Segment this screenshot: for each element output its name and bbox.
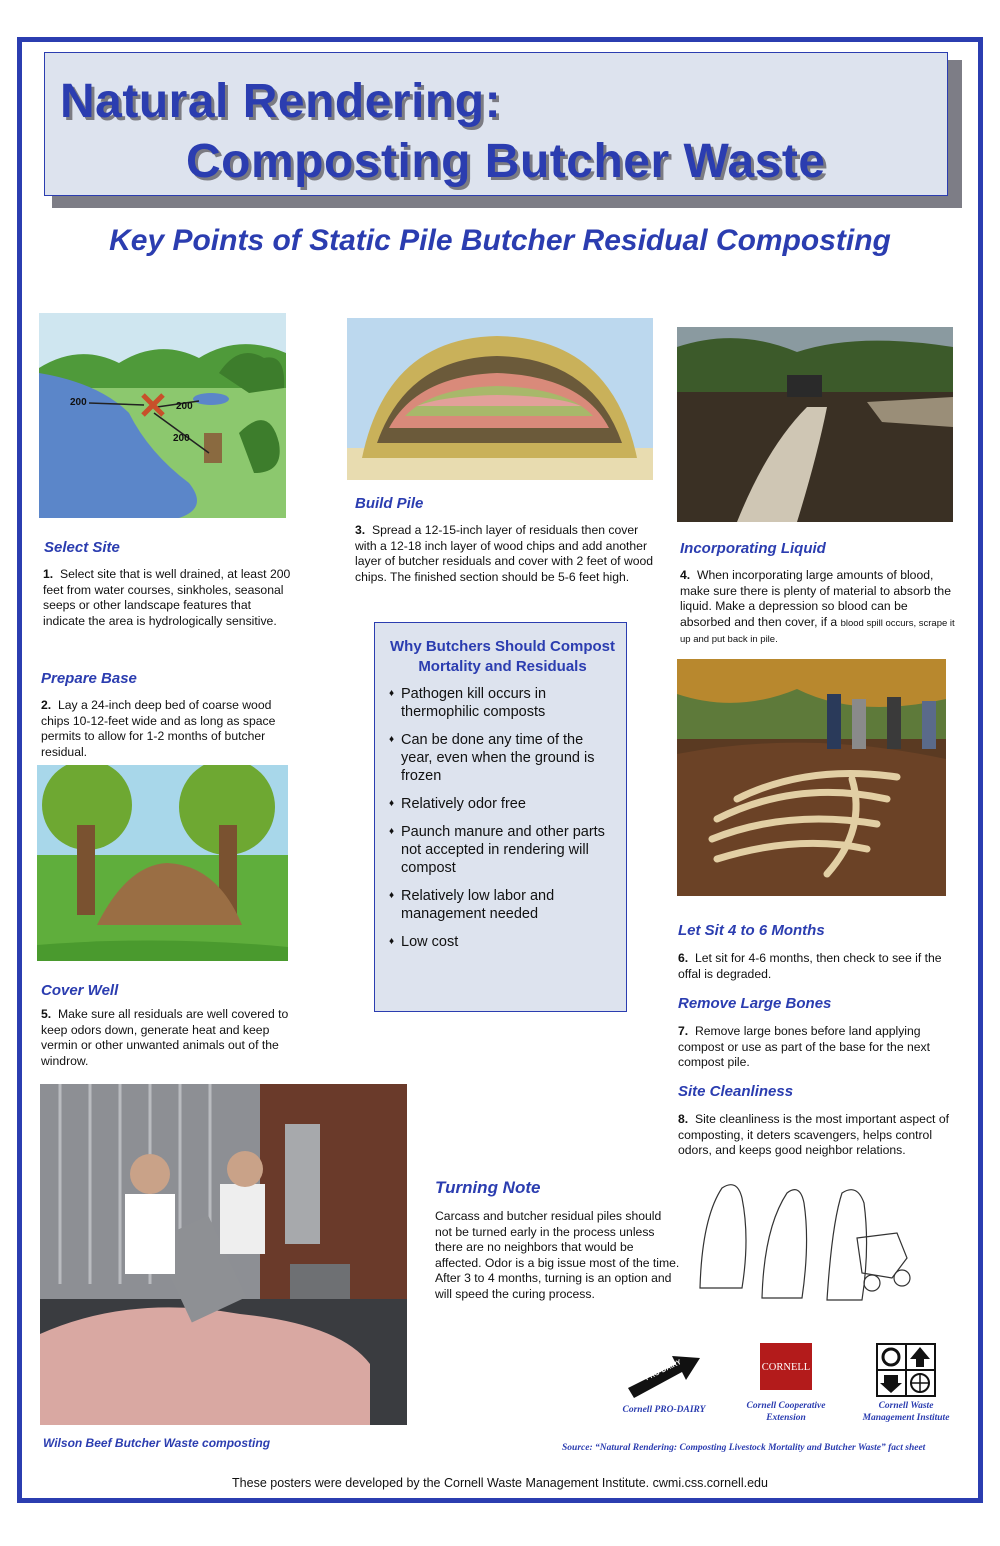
step-text: Select site that is well drained, at least 200 feet from water courses, sinkholes, seasonal seeps or other landscape features that indicate the area is hydrologically sensitive. xyxy=(43,567,291,628)
bullet-icon: ♦ xyxy=(389,890,395,901)
heading-select-site: Select Site xyxy=(44,539,120,556)
butcher-waste-photo xyxy=(40,1084,407,1425)
prodairy-arrow-logo xyxy=(626,1352,702,1400)
step-text: Lay a 24-inch deep bed of coarse wood chips 10-12-feet wide and as long as space permits to allow for 1-2 months of butcher residual. xyxy=(41,698,276,759)
bullet-icon: ♦ xyxy=(389,936,395,947)
step-number: 7. xyxy=(678,1024,689,1038)
text-let-sit xyxy=(678,951,958,982)
cwmi-caption-line1: Cornell Waste xyxy=(878,1401,934,1411)
heading-turning-note: Turning Note xyxy=(435,1178,541,1197)
step-text: Remove large bones before land applying compost or use as part of the base for the next compost pile. xyxy=(678,1024,931,1069)
turning-windrow-sketch xyxy=(692,1178,919,1306)
text-select-site xyxy=(43,567,293,629)
cornell-caption-line1: Cornell Cooperative xyxy=(746,1401,826,1411)
heading-prepare-base: Prepare Base xyxy=(41,670,137,687)
cover-well-illustration xyxy=(37,765,288,961)
large-bones-photo xyxy=(677,659,946,896)
step-text: Site cleanliness is the most important aspect of composting, it deters scavengers, helps control odors, and keeps good neighbor relations. xyxy=(678,1112,949,1157)
text-prepare-base xyxy=(41,698,291,760)
bullet-icon: ♦ xyxy=(389,798,395,809)
step-text: Let sit for 4-6 months, then check to see if the offal is degraded. xyxy=(678,951,942,981)
title-line-2: Composting Butcher Waste xyxy=(186,135,826,188)
heading-build-pile: Build Pile xyxy=(355,495,424,512)
heading-site-cleanliness: Site Cleanliness xyxy=(678,1083,794,1100)
text-site-cleanliness xyxy=(678,1112,958,1159)
heading-remove-bones: Remove Large Bones xyxy=(678,995,832,1012)
why-item: ♦ Paunch manure and other parts not accepted in rendering will compost xyxy=(389,824,605,876)
subtitle: Key Points of Static Pile Butcher Residual Composting xyxy=(109,224,891,257)
step-text: Spread a 12-15-inch layer of residuals then cover with a 12-18 inch layer of wood chips and add another layer of butcher residuals and cover with 2 feet of wood chips. The finished section should be 5-6 feet high. xyxy=(355,523,654,584)
why-list xyxy=(389,685,616,951)
pile-cross-section-illustration xyxy=(347,318,653,480)
why-item: ♦ Can be done any time of the year, even when the ground is frozen xyxy=(389,732,595,784)
step-number: 4. xyxy=(680,568,691,582)
step-number: 6. xyxy=(678,951,689,965)
why-title: Why Butchers Should Compost Mortality and Residuals xyxy=(390,638,615,675)
step-number: 3. xyxy=(355,523,366,537)
step-number: 2. xyxy=(41,698,52,712)
text-incorporating-liquid xyxy=(680,568,955,648)
why-item: ♦ Relatively low labor and management needed xyxy=(389,888,555,922)
cwmi-caption-line2: Management Institute xyxy=(862,1413,950,1423)
prodairy-mark: PRO-DAIRY xyxy=(644,1358,683,1383)
step-text: When incorporating large amounts of blood, make sure there is plenty of material to absorb the liquid. Make a depression so blood can be absorbed and then cover, if a xyxy=(680,568,951,629)
why-item: ♦ Pathogen kill occurs in thermophilic composts xyxy=(389,686,547,720)
heading-let-sit: Let Sit 4 to 6 Months xyxy=(678,922,825,939)
text-cover-well xyxy=(41,1007,301,1069)
map-label-3: 200 xyxy=(173,433,190,444)
text-remove-bones xyxy=(678,1024,958,1071)
step-number: 1. xyxy=(43,567,54,581)
incorporating-liquid-photo xyxy=(677,327,953,522)
bullet-icon: ♦ xyxy=(389,734,395,745)
why-item: ♦ Relatively odor free xyxy=(389,796,526,812)
why-butchers-box xyxy=(374,622,627,1012)
why-item: ♦ Low cost xyxy=(389,934,459,950)
text-turning-note: Carcass and butcher residual piles should not be turned early in the process unless there are no neighbors that would be affected. Odor is a big issue most of the time. After 3 to 4 months, turning is an option and will speed the curing process. xyxy=(435,1209,680,1301)
map-label-2: 200 xyxy=(176,401,193,412)
title-line-1: Natural Rendering: xyxy=(60,75,502,128)
bullet-icon: ♦ xyxy=(389,826,395,837)
photo-caption: Wilson Beef Butcher Waste composting xyxy=(43,1436,271,1450)
text-build-pile xyxy=(355,523,655,585)
bullet-icon: ♦ xyxy=(389,688,395,699)
cornell-logo: CORNELL xyxy=(760,1343,812,1390)
step-text-small: blood spill occurs, scrape it up and put back in pile. xyxy=(680,617,955,645)
cwmi-logo-icon xyxy=(876,1343,936,1397)
step-text: Make sure all residuals are well covered to keep odors down, generate heat and keep vermin or other unwanted animals out of the windrow. xyxy=(41,1007,289,1068)
heading-incorporating-liquid: Incorporating Liquid xyxy=(680,540,826,557)
cornell-caption-line2: Extension xyxy=(766,1413,806,1423)
footer-credit: These posters were developed by the Cornell Waste Management Institute. cwmi.css.cornell.edu xyxy=(232,1476,768,1490)
site-map-illustration xyxy=(39,313,286,518)
step-number: 8. xyxy=(678,1112,689,1126)
heading-cover-well: Cover Well xyxy=(41,982,119,999)
step-number: 5. xyxy=(41,1007,52,1021)
map-label-1: 200 xyxy=(70,397,87,408)
prodairy-caption: Cornell PRO-DAIRY xyxy=(622,1405,706,1415)
source-note: Source: “Natural Rendering: Composting Livestock Mortality and Butcher Waste” fact sheet xyxy=(562,1443,926,1453)
